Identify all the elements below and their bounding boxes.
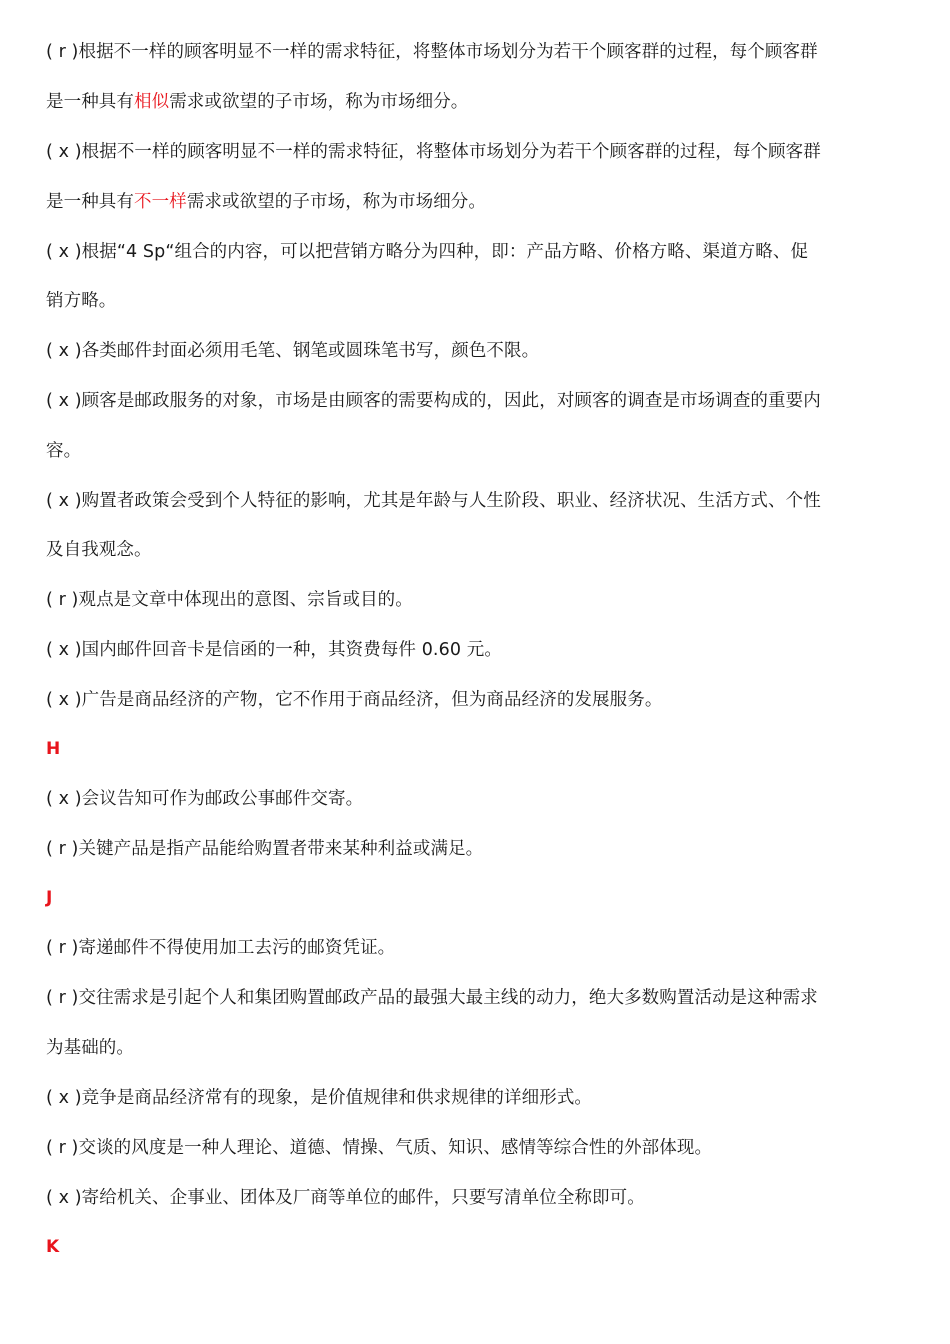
statement-line: ( x )广告是商品经济的产物，它不作用于商品经济，但为商品经济的发展服务。 [46, 690, 663, 710]
statement-line: 容。 [46, 441, 82, 461]
statement-line: 销方略。 [46, 291, 117, 311]
statement-line: ( x )会议告知可作为邮政公事邮件交寄。 [46, 789, 364, 809]
statement-line: ( r )交谈的风度是一种人理论、道德、情操、气质、知识、感情等综合性的外部体现。 [46, 1138, 713, 1158]
statement-line [46, 190, 908, 214]
statement-line: ( x )寄给机关、企事业、团体及厂商等单位的邮件，只要写清单位全称即可。 [46, 1188, 645, 1208]
statement-line: 为基础的。 [46, 1038, 134, 1058]
statement-line [46, 90, 908, 114]
statement-line: ( x )根据“4 Sp“组合的内容，可以把营销方略分为四种，即：产品方略、价格方略、渠道方略、促 [46, 242, 809, 262]
statement-line: ( r )根据不一样的顾客明显不一样的需求特征，将整体市场划分为若干个顾客群的过程，每个顾客群 [46, 42, 818, 62]
statement-text: 是一种具有 [46, 192, 134, 212]
statement-line: ( r )交往需求是引起个人和集团购置邮政产品的最强大最主线的动力，绝大多数购置活动是这种需求 [46, 988, 818, 1008]
statement-line: ( x )各类邮件封面必须用毛笔、钢笔或圆珠笔书写，颜色不限。 [46, 341, 540, 361]
statement-line: 及自我观念。 [46, 540, 152, 560]
statement-text: 是一种具有 [46, 92, 134, 112]
statement-line: ( r )寄递邮件不得使用加工去污的邮资凭证。 [46, 938, 396, 958]
highlight-text: 不一样 [134, 192, 187, 212]
statement-line: ( x )根据不一样的顾客明显不一样的需求特征，将整体市场划分为若干个顾客群的过程，每个顾客群 [46, 142, 821, 162]
section-heading: H [46, 739, 61, 759]
statement-text: 需求或欲望的子市场，称为市场细分。 [186, 192, 487, 212]
statement-line: ( x )竞争是商品经济常有的现象，是价值规律和供求规律的详细形式。 [46, 1088, 593, 1108]
highlight-text: 相似 [134, 92, 170, 112]
statement-line: ( x )顾客是邮政服务的对象，市场是由顾客的需要构成的，因此，对顾客的调查是市场调查的重要内 [46, 391, 821, 411]
section-heading: J [46, 888, 53, 908]
statement-line: ( r )关键产品是指产品能给购置者带来某种利益或满足。 [46, 839, 484, 859]
statement-line: ( r )观点是文章中体现出的意图、宗旨或目的。 [46, 590, 413, 610]
statement-text: 需求或欲望的子市场，称为市场细分。 [169, 92, 469, 112]
statement-line: ( x )国内邮件回音卡是信函的一种，其资费每件 0.60 元。 [46, 640, 502, 660]
section-heading: K [46, 1237, 60, 1257]
statement-line: ( x )购置者政策会受到个人特征的影响，尤其是年龄与人生阶段、职业、经济状况、生活方式、个性 [46, 491, 821, 511]
